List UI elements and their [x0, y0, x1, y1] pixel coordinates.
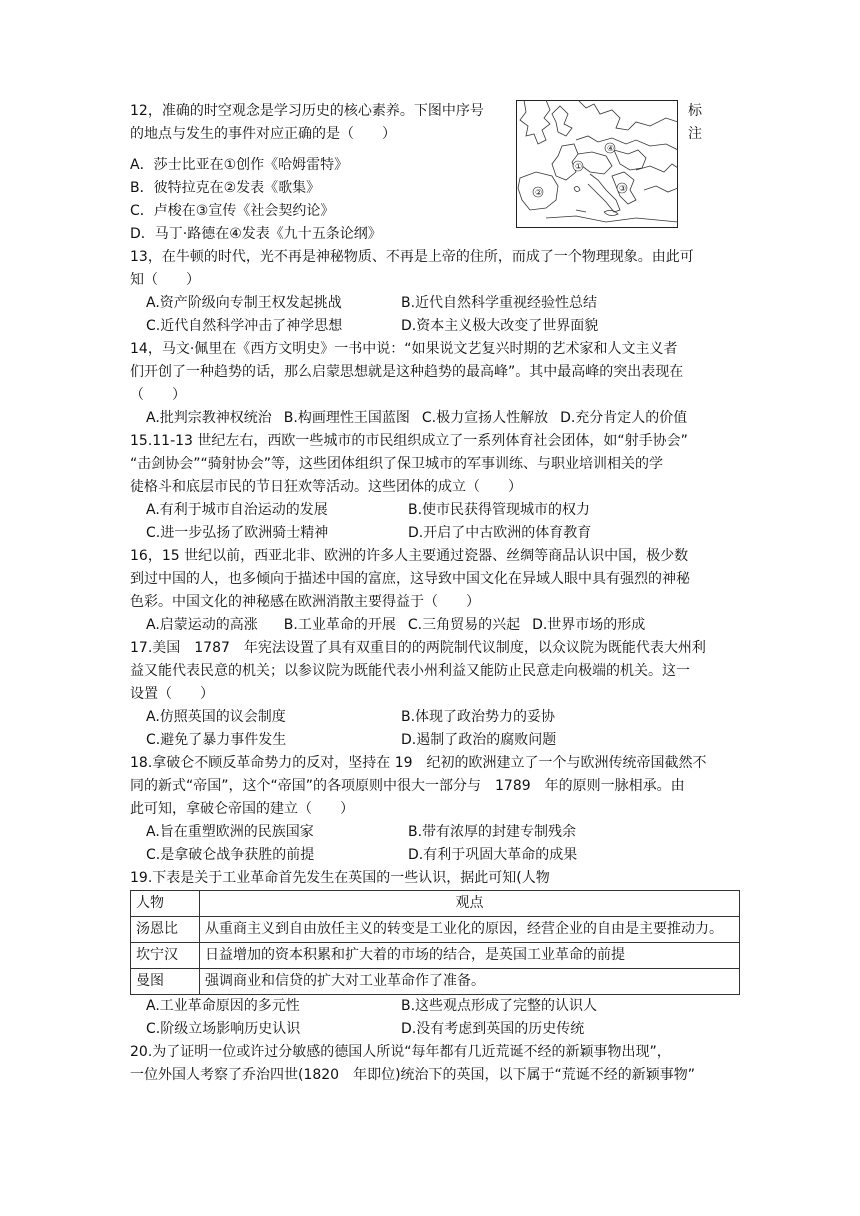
question-19-option-a[interactable]: A.工业革命原因的多元性 — [146, 998, 300, 1014]
question-15-option-d[interactable]: D.开启了中古欧洲的体育教育 — [408, 525, 592, 541]
question-16-option-a[interactable]: A.启蒙运动的高涨 — [146, 617, 258, 633]
question-14-option-b[interactable]: B.构画理性王国蓝图 — [283, 410, 410, 426]
map-label-3: ③ — [619, 184, 627, 193]
question-19-option-d[interactable]: D.没有考虑到英国的历史传统 — [401, 1021, 585, 1037]
question-12-option-b[interactable]: B．彼特拉克在②发表《歌集》 — [130, 180, 321, 196]
question-15-stem-3: 徒格斗和底层市民的节日狂欢等活动。这些团体的成立（ ） — [130, 479, 522, 495]
question-15-option-b[interactable]: B.使市民获得管现城市的权力 — [408, 502, 591, 518]
question-13-option-c[interactable]: C.近代自然科学冲击了神学思想 — [146, 318, 343, 334]
question-14-option-c[interactable]: C.极力宣扬人性解放 — [421, 410, 549, 426]
question-16-option-d[interactable]: D.世界市场的形成 — [532, 617, 646, 633]
question-14-stem-1: 14，马文·佩里在《西方文明史》一书中说：“如果说文艺复兴时期的艺术家和人文主义者 — [130, 341, 678, 357]
question-12 — [130, 100, 740, 146]
question-12-stem-tail: 标 注 — [688, 103, 716, 142]
question-12-stem-1: 12，准确的时空观念是学习历史的核心素养。下图中序号 — [130, 103, 484, 119]
question-20-stem-2: 一位外国人考察了乔治四世(1820 年即位)统治下的英国，以下属于“荒诞不经的新颖事物” — [130, 1067, 696, 1083]
table-header-row — [131, 891, 740, 917]
question-15-option-a[interactable]: A.有利于城市自治运动的发展 — [146, 502, 328, 518]
question-17-option-c[interactable]: C.避免了暴力事件发生 — [146, 732, 287, 748]
table-cell-view: 日益增加的资本积累和扩大着的市场的结合，是英国工业革命的前提 — [200, 943, 740, 969]
question-18-option-c[interactable]: C.是拿破仑战争获胜的前提 — [146, 847, 315, 863]
question-19-option-c[interactable]: C.阶级立场影响历史认识 — [146, 1021, 301, 1037]
question-18-option-d[interactable]: D.有利于巩固大革命的成果 — [408, 847, 578, 863]
question-14-stem-3: （ ） — [130, 387, 186, 403]
question-17-stem-3: 设置（ ） — [130, 686, 214, 702]
question-14-stem-2: 们开创了一种趋势的话，那么启蒙思想就是这种趋势的最高峰”。其中最高峰的突出表现在 — [130, 364, 684, 380]
question-17-stem-2: 益又能代表民意的机关；以参议院为既能代表小州利益又能防止民意走向极端的机关。这一 — [130, 663, 690, 679]
table-cell-view: 从重商主义到自由放任主义的转变是工业化的原因，经营企业的自由是主要推动力。 — [200, 917, 740, 943]
table-cell-person: 曼图 — [131, 969, 200, 995]
question-19-table — [130, 890, 740, 995]
question-14-option-a[interactable]: A.批判宗教神权统治 — [146, 410, 272, 426]
table-header-person: 人物 — [131, 891, 200, 917]
map-label-1: ① — [575, 162, 583, 171]
table-row — [131, 917, 740, 943]
question-18-stem-1: 18.拿破仑不顾反革命势力的反对，坚持在 19 纪初的欧洲建立了一个与欧洲传统帝国截然不 — [130, 755, 707, 771]
table-row — [131, 943, 740, 969]
question-19-stem-1: 19.下表是关于工业革命首先发生在英国的一些认识，据此可知(人物 — [130, 870, 550, 886]
question-12-stem-2: 的地点与发生的事件对应正确的是（ ） — [130, 126, 396, 142]
question-13-option-b[interactable]: B.近代自然科学重视经验性总结 — [401, 295, 598, 311]
question-13-stem-1: 13，在牛顿的时代，光不再是神秘物质、不再是上帝的住所，而成了一个物理现象。由此可 — [130, 249, 694, 265]
question-12-option-d[interactable]: D．马丁·路德在④发表《九十五条论纲》 — [130, 226, 382, 242]
map-label-2: ② — [535, 188, 543, 197]
question-17-option-a[interactable]: A.仿照英国的议会制度 — [146, 709, 286, 725]
question-18-option-b[interactable]: B.带有浓厚的封建专制残余 — [408, 824, 577, 840]
question-14-option-d[interactable]: D.充分肯定人的价值 — [560, 410, 688, 426]
question-16-stem-3: 色彩。中国文化的神秘感在欧洲消散主要得益于（ ） — [130, 594, 480, 610]
question-13-option-a[interactable]: A.资产阶级向专制王权发起挑战 — [146, 295, 342, 311]
question-13-stem-2: 知（ ） — [130, 272, 200, 288]
question-16-option-c[interactable]: C.三角贸易的兴起 — [407, 617, 521, 633]
question-19-option-b[interactable]: B.这些观点形成了完整的认识人 — [401, 998, 598, 1014]
table-cell-person: 坎宁汉 — [131, 943, 200, 969]
map-label-4: ④ — [607, 144, 615, 153]
table-cell-view: 强调商业和信贷的扩大对工业革命作了准备。 — [200, 969, 740, 995]
exam-page — [130, 100, 740, 1087]
question-20-stem-1: 20.为了证明一位或许过分敏感的德国人所说“每年都有几近荒诞不经的新颖事物出现”， — [130, 1044, 671, 1060]
question-15-option-c[interactable]: C.进一步弘扬了欧洲骑士精神 — [146, 525, 329, 541]
question-17-option-b[interactable]: B.体现了政治势力的妥协 — [401, 709, 556, 725]
table-header-view: 观点 — [200, 891, 740, 917]
question-16-option-b[interactable]: B.工业革命的开展 — [283, 617, 396, 633]
table-cell-person: 汤恩比 — [131, 917, 200, 943]
question-15-stem-1: 15.11-13 世纪左右，西欧一些城市的市民组织成立了一系列体育社会团体，如“射手协会” — [130, 433, 688, 449]
question-12-option-c[interactable]: C．卢梭在③宣传《社会契约论》 — [130, 203, 335, 219]
question-18-stem-2: 同的新式“帝国”，这个“帝国”的各项原则中很大一部分与 1789 年的原则一脉相承。由 — [130, 778, 685, 794]
question-17-option-d[interactable]: D.遏制了政治的腐败问题 — [401, 732, 557, 748]
question-15-stem-2: “击剑协会”“骑射协会”等，这些团体组织了保卫城市的军事训练、与职业培训相关的学 — [130, 456, 664, 472]
question-16-stem-1: 16，15 世纪以前，西亚北非、欧洲的许多人主要通过瓷器、丝绸等商品认识中国，极少数 — [130, 548, 689, 564]
table-row — [131, 969, 740, 995]
question-17-stem-1: 17.美国 1787 年宪法设置了具有双重目的的两院制代议制度，以众议院为既能代表大州利 — [130, 640, 706, 656]
question-18-stem-3: 此可知，拿破仑帝国的建立（ ） — [130, 801, 354, 817]
question-13-option-d[interactable]: D.资本主义极大改变了世界面貌 — [401, 318, 599, 334]
question-16-stem-2: 到过中国的人，也多倾向于描述中国的富庶，这导致中国文化在异域人眼中具有强烈的神秘 — [130, 571, 690, 587]
question-12-option-a[interactable]: A．莎士比亚在①创作《哈姆雷特》 — [130, 157, 349, 173]
question-18-option-a[interactable]: A.旨在重塑欧洲的民族国家 — [146, 824, 314, 840]
